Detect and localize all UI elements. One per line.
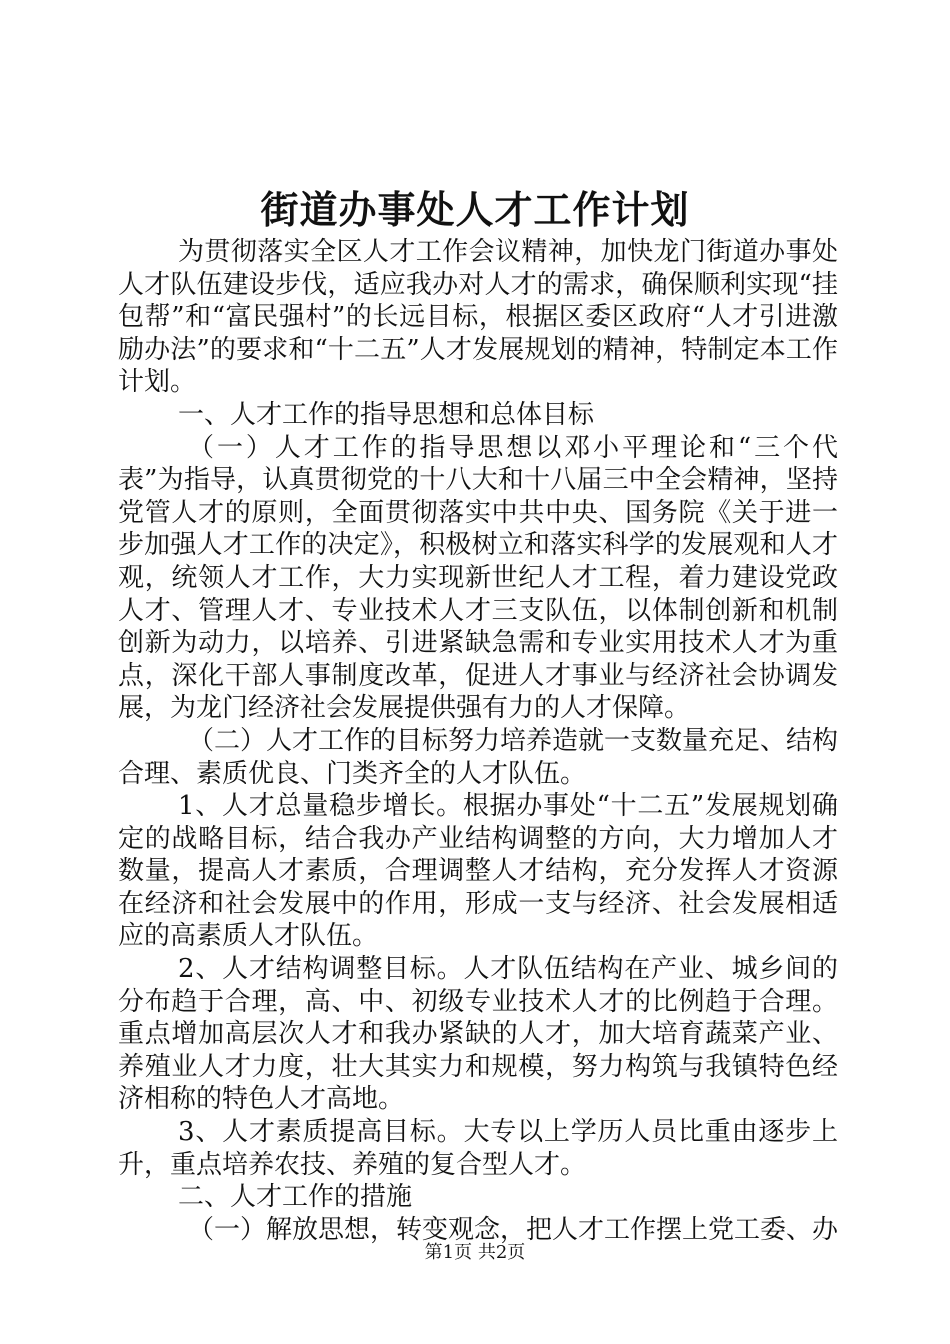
paragraph-item-3: 3、人才素质提高目标。大专以上学历人员比重由逐步上升，重点培养农技、养殖的复合型人才。 xyxy=(118,1117,838,1180)
document-title: 街道办事处人才工作计划 xyxy=(260,187,690,232)
page-number-footer: 第1页 共2页 xyxy=(424,1242,526,1263)
paragraph-item-2: 2、人才结构调整目标。人才队伍结构在产业、城乡间的分布趋于合理，高、中、初级专业技术人才的比例趋于合理。重点增加高层次人才和我办紧缺的人才，加大培育蔬菜产业、养殖业人才力度，壮大其实力和规模，努力构筑与我镇特色经济相称的特色人才高地。 xyxy=(118,954,838,1115)
document-body xyxy=(118,236,838,1246)
paragraph-guiding-ideology: （一）人才工作的指导思想以邓小平理论和“三个代表”为指导，认真贯彻党的十八大和十八届三中全会精神，坚持党管人才的原则，全面贯彻落实中共中央、国务院《关于进一步加强人才工作的决定》，积极树立和落实科学的发展观和人才观，统领人才工作，大力实现新世纪人才工程，着力建设党政人才、管理人才、专业技术人才三支队伍，以体制创新和机制创新为动力，以培养、引进紧缺急需和专业实用技术人才为重点，深化干部人事制度改革，促进人才事业与经济社会协调发展，为龙门经济社会发展提供强有力的人才保障。 xyxy=(118,432,838,724)
paragraph-measures-1: （一）解放思想，转变观念，把人才工作摆上党工委、办 xyxy=(188,1214,839,1245)
paragraph-item-1: 1、人才总量稳步增长。根据办事处“十二五”发展规划确定的战略目标，结合我办产业结构调整的方向，大力增加人才数量，提高人才素质，合理调整人才结构，充分发挥人才资源在经济和社会发展中的作用，形成一支与经济、社会发展相适应的高素质人才队伍。 xyxy=(118,791,838,952)
section-heading-2: 二、人才工作的措施 xyxy=(178,1182,413,1213)
intro-paragraph: 为贯彻落实全区人才工作会议精神，加快龙门街道办事处人才队伍建设步伐，适应我办对人才的需求，确保顺利实现“挂包帮”和“富民强村”的长远目标，根据区委区政府“人才引进激励办法”的要求和“十二五”人才发展规划的精神，特制定本工作计划。 xyxy=(118,237,838,398)
section-heading-1: 一、人才工作的指导思想和总体目标 xyxy=(178,399,595,430)
paragraph-work-goals: （二）人才工作的目标努力培养造就一支数量充足、结构合理、素质优良、门类齐全的人才队伍。 xyxy=(118,725,839,789)
